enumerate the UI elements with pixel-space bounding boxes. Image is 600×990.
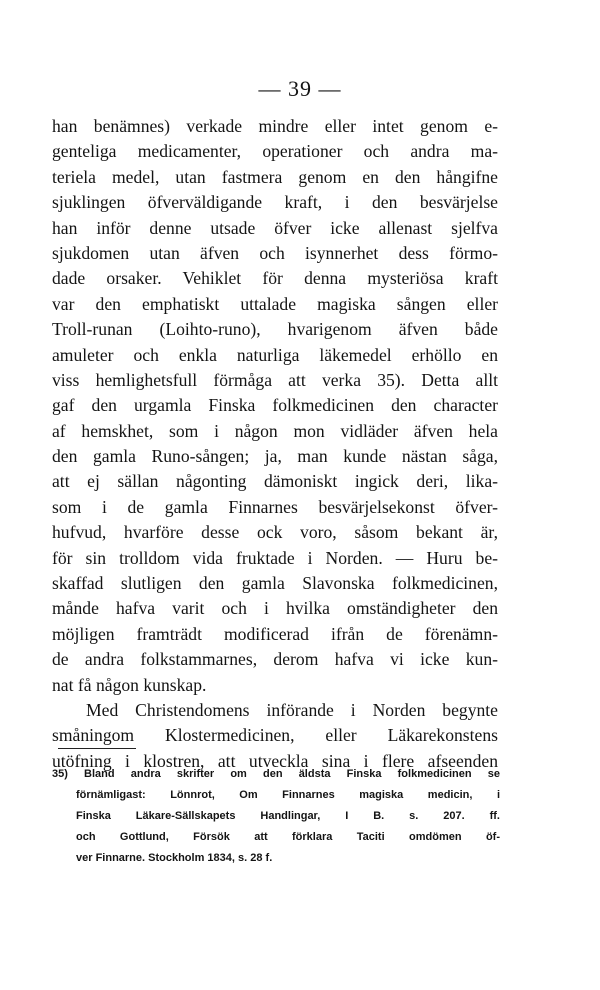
- text-line: småningom Klostermedicinen, eller Läkarekonstens: [52, 725, 498, 746]
- text-line: nat få någon kunskap.: [52, 674, 207, 695]
- text-line: han inför denne utsade öfver icke allenast sjelfva: [52, 217, 498, 238]
- text-line: genteliga medicamenter, operationer och andra ma-: [52, 141, 498, 162]
- text-line: för sin trolldom vida fruktade i Norden. — Huru be-: [52, 547, 498, 568]
- text-line: månde hafva varit och i hvilka omständigheter den: [52, 598, 498, 619]
- text-line: sjuklingen öfverväldigande kraft, i den besvärjelse: [52, 192, 498, 213]
- text-line: dade orsaker. Vehiklet för denna mysteriösa kraft: [52, 268, 498, 289]
- footnote-line: förnämligast: Lönnrot, Om Finnarnes magiska medicin, i: [76, 789, 500, 801]
- footnote-line: 35) Bland andra skrifter om den äldsta Finska folkmedicinen se: [52, 768, 500, 780]
- text-line: Troll-runan (Loihto-runo), hvarigenom äfven både: [52, 319, 498, 340]
- footnote-line: ver Finnarne. Stockholm 1834, s. 28 f.: [76, 852, 273, 864]
- text-line: gaf den urgamla Finska folkmedicinen den character: [52, 395, 498, 416]
- text-line: den gamla Runo-sången; ja, man kunde nästan såga,: [52, 446, 498, 467]
- text-line: utöfning i klostren, att utveckla sina i flere afseenden: [52, 750, 498, 771]
- text-line: att ej sällan någonting dämoniskt ingick deri, lika-: [52, 471, 498, 492]
- text-line: skaffad slutligen den gamla Slavonska folkmedicinen,: [52, 573, 498, 594]
- body-text: [52, 114, 498, 774]
- page-number: — 39 —: [258, 76, 342, 101]
- footnote-line: och Gottlund, Försök att förklara Taciti omdömen öf-: [76, 831, 500, 843]
- text-line: han benämnes) verkade mindre eller intet genom e-: [52, 116, 498, 136]
- text-line: viss hemlighetsfull förmåga att verka 35). Detta allt: [52, 369, 498, 390]
- text-line: sjukdomen utan äfven och isynnerhet dess förmo-: [52, 242, 498, 263]
- text-line: teriela medel, utan fastmera genom en den hångifne: [52, 166, 498, 187]
- text-line: hufvud, hvarföre desse ock voro, såsom bekant är,: [52, 522, 498, 543]
- footnote-divider: [58, 748, 136, 749]
- text-line: möjligen framträdt modificerad ifrån de förenämn-: [52, 623, 498, 644]
- footnotes: [52, 764, 500, 869]
- footnote-line: Finska Läkare-Sällskapets Handlingar, I B. s. 207. ff.: [76, 810, 500, 822]
- text-line: var den emphatiskt uttalade magiska sången eller: [52, 293, 498, 314]
- text-line: som i de gamla Finnarnes besvärjelsekonst öfver-: [52, 496, 498, 517]
- text-line: de andra folkstammarnes, derom hafva vi icke kun-: [52, 649, 498, 670]
- text-line: amuleter och enkla naturliga läkemedel erhöllo en: [52, 344, 498, 365]
- paragraph-start-line: Med Christendomens införande i Norden begynte: [86, 699, 498, 720]
- text-line: af hemskhet, som i någon mon vidläder äfven hela: [52, 420, 498, 441]
